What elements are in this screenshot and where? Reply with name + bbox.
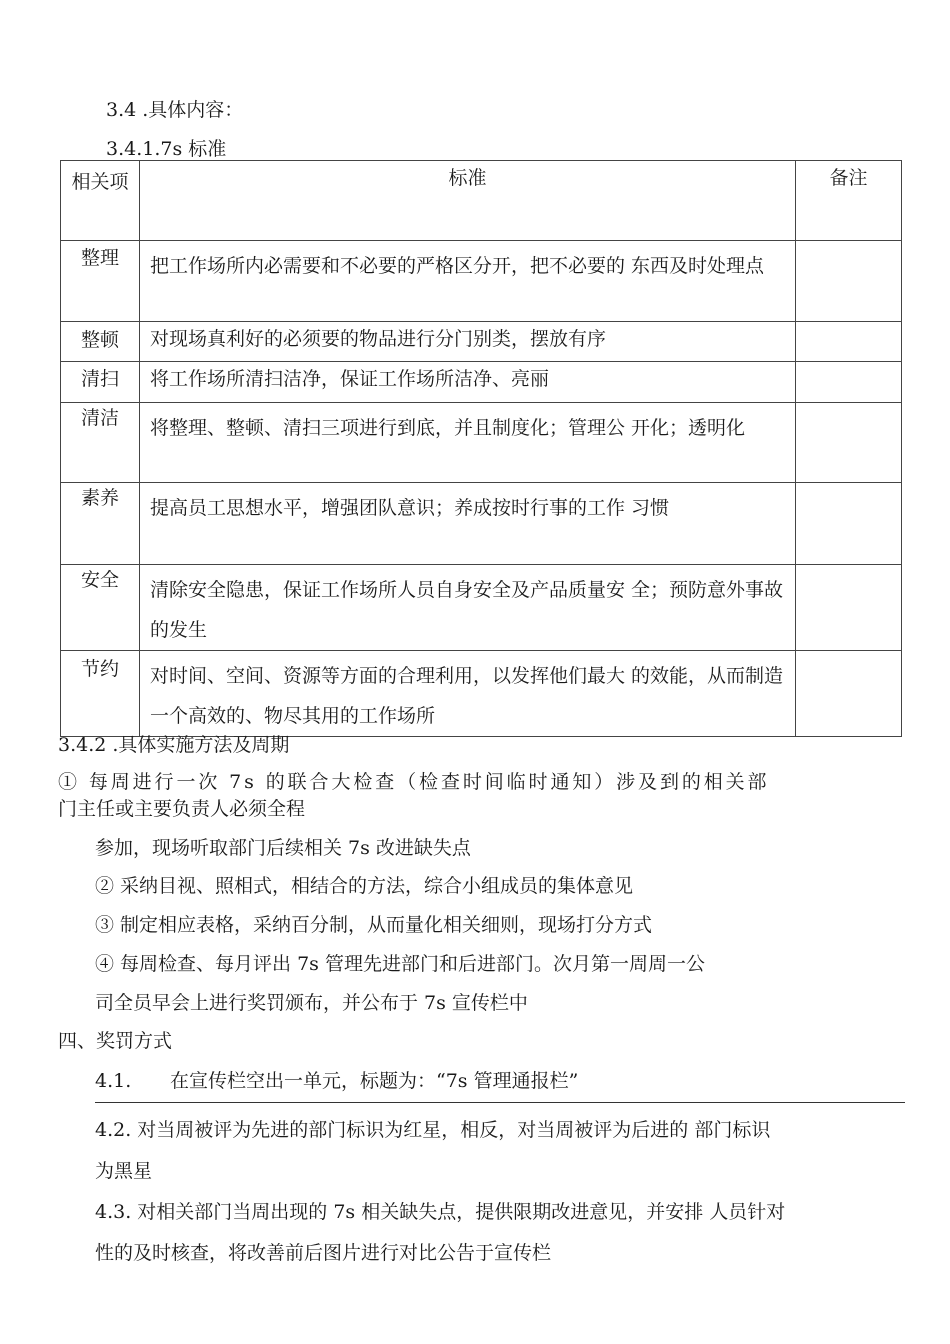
row-standard: 提高员工思想水平，增强团队意识；养成按时行事的工作 习惯 [140,483,796,565]
row-standard: 对现场真利好的必须要的物品进行分门别类，摆放有序 [140,322,796,362]
table-row [61,362,902,403]
section-heading: 3.4 .具体内容： [106,99,244,121]
reward-2-line-1: 4.2. 对当周被评为先进的部门标识为红星，相反，对当周被评为后进的 部门标识 [95,1119,771,1141]
method-4-line-1: ④ 每周检查、每月评出 7s 管理先进部门和后进部门。次月第一周周一公 [95,953,705,975]
row-remark [796,403,902,483]
standards-table [60,160,902,737]
table-row [61,651,902,737]
row-remark [796,651,902,737]
row-item: 清洁 [61,403,140,483]
method-1-line-1: ① 每周进行一次 7s 的联合大检查（检查时间临时通知）涉及到的相关部 [58,771,770,793]
method-3: ③ 制定相应表格，采纳百分制，从而量化相关细则，现场打分方式 [95,914,653,936]
row-standard: 将工作场所清扫洁净，保证工作场所洁净、亮丽 [140,362,796,403]
row-standard: 将整理、整顿、清扫三项进行到底，并且制度化；管理公 开化；透明化 [140,403,796,483]
row-item: 素养 [61,483,140,565]
row-standard: 把工作场所内必需要和不必要的严格区分开，把不必要的 东西及时处理点 [140,241,796,322]
row-remark [796,362,902,403]
subsection-heading: 3.4.1.7s 标准 [106,138,227,160]
header-standard: 标准 [140,161,796,241]
table-row [61,322,902,362]
method-1-line-2: 门主任或主要负责人必须全程 [58,798,306,820]
method-heading: 3.4.2 .具体实施方法及周期 [58,734,290,756]
table-row [61,241,902,322]
reward-heading: 四、奖罚方式 [58,1030,173,1052]
method-4-line-2: 司全员早会上进行奖罚颁布，并公布于 7s 宣传栏中 [95,992,528,1014]
table-row [61,403,902,483]
reward-1-number: 4.1. [95,1070,132,1092]
header-remark: 备注 [796,161,902,241]
table-header-row [61,161,902,241]
row-item: 整理 [61,241,140,322]
header-item: 相关项 [61,161,140,241]
row-item: 节约 [61,651,140,737]
row-remark [796,565,902,651]
row-standard: 清除安全隐患，保证工作场所人员自身安全及产品质量安 全；预防意外事故的发生 [140,565,796,651]
table-row [61,565,902,651]
reward-1-text: 在宣传栏空出一单元，标题为：“7s 管理通报栏” [170,1070,579,1092]
table-row [61,483,902,565]
row-item: 整顿 [61,322,140,362]
divider-line [95,1102,905,1103]
reward-3-line-1: 4.3. 对相关部门当周出现的 7s 相关缺失点，提供限期改进意见，并安排 人员针对 [95,1201,786,1223]
row-item: 清扫 [61,362,140,403]
reward-2-line-2: 为黑星 [95,1160,153,1182]
method-2: ② 采纳目视、照相式，相结合的方法，综合小组成员的集体意见 [95,875,634,897]
row-item: 安全 [61,565,140,651]
reward-3-line-2: 性的及时核查，将改善前后图片进行对比公告于宣传栏 [95,1242,552,1264]
method-1-line-3: 参加，现场听取部门后续相关 7s 改进缺失点 [95,837,471,859]
row-standard: 对时间、空间、资源等方面的合理利用，以发挥他们最大 的效能，从而制造一个高效的、物尽其用的工作场所 [140,651,796,737]
row-remark [796,241,902,322]
row-remark [796,483,902,565]
row-remark [796,322,902,362]
